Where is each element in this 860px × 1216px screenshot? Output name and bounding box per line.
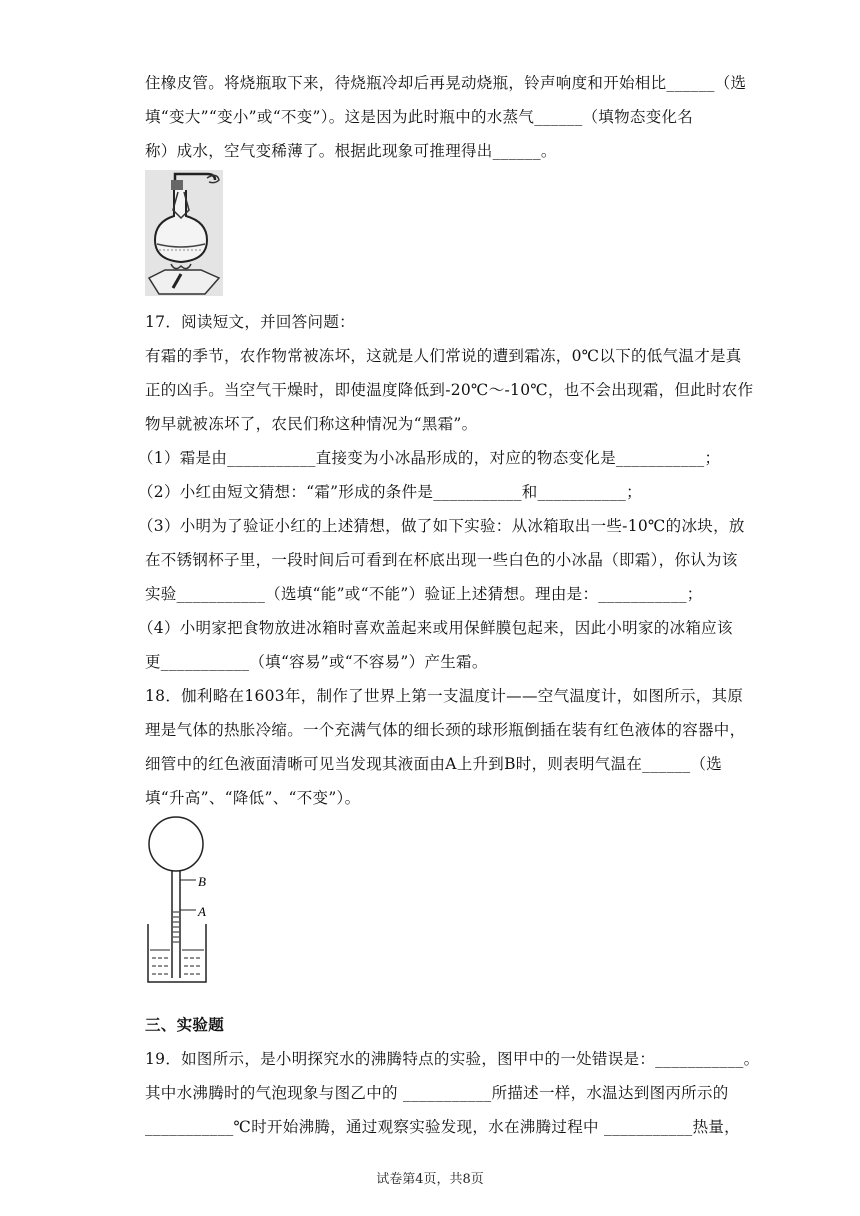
section-heading-experiment: 三、实验题 (145, 1015, 225, 1034)
question-19-title: 19．如图所示，是小明探究水的沸腾特点的实验，图甲中的一处错误是：___________。 (145, 1050, 760, 1068)
question-17-part-2: （2）小红由短文猜想：“霜”形成的条件是___________和___________； (138, 483, 642, 501)
text-line-2: 填“变大”“变小”或“不变”）。这是因为此时瓶中的水蒸气______（填物态变化名 (145, 108, 694, 126)
boiling-flask-figure (145, 170, 223, 296)
question-17-part-4: （4）小明家把食物放进冰箱时喜欢盖起来或用保鲜膜包起来，因此小明家的冰箱应该 (138, 619, 733, 637)
text-line-12: 实验___________（选填“能”或“不能”）验证上述猜想。理由是：___________； (145, 585, 703, 603)
question-18-title: 18．伽利略在1603年，制作了世界上第一支温度计——空气温度计，如图所示，其原 (145, 687, 744, 705)
text-line-17: 细管中的红色液面清晰可见当发现其液面由A上升到B时，则表明气温在______（选 (145, 755, 723, 773)
text-line-3: 称）成水，空气变稀薄了。根据此现象可推理得出______。 (145, 142, 557, 160)
question-17-title: 17．阅读短文，并回答问题： (145, 313, 355, 331)
air-thermometer-figure (140, 814, 230, 986)
page-footer: 试卷第4页，共8页 (376, 1172, 484, 1187)
text-line-6: 正的凶手。当空气干燥时，即使温度降低到-20℃～-10℃，也不会出现霜，但此时农作 (145, 381, 754, 399)
text-line-5: 有霜的季节，农作物常被冻坏，这就是人们常说的遭到霜冻，0℃以下的低气温才是真 (145, 347, 742, 365)
text-line-16: 理是气体的热胀冷缩。一个充满气体的细长颈的球形瓶倒插在装有红色液体的容器中， (145, 721, 746, 739)
text-line-21: 其中水沸腾时的气泡现象与图乙中的 ___________所描述一样，水温达到图丙所示的 (145, 1084, 729, 1102)
label-a: A (198, 904, 206, 919)
text-line-7: 物早就被冻坏了，农民们称这种情况为“黑霜”。 (145, 415, 478, 433)
label-b: B (198, 874, 206, 889)
question-17-part-3: （3）小明为了验证小红的上述猜想，做了如下实验：从冰箱取出一些-10℃的冰块，放 (138, 517, 745, 535)
text-line-22: ___________℃时开始沸腾，通过观察实验发现，水在沸腾过程中 ___________热量， (145, 1118, 740, 1136)
text-line-14: 更___________（填“容易”或“不容易”）产生霜。 (145, 653, 488, 671)
question-17-part-1: （1）霜是由___________直接变为小冰晶形成的，对应的物态变化是___________； (138, 449, 721, 467)
text-line-18: 填“升高”、“降低”、“不变”）。 (145, 789, 361, 807)
text-line-1: 住橡皮管。将烧瓶取下来，待烧瓶冷却后再晃动烧瓶，铃声响度和开始相比______（选 (145, 74, 747, 92)
text-line-11: 在不锈钢杯子里，一段时间后可看到在杯底出现一些白色的小冰晶（即霜），你认为该 (145, 551, 738, 569)
